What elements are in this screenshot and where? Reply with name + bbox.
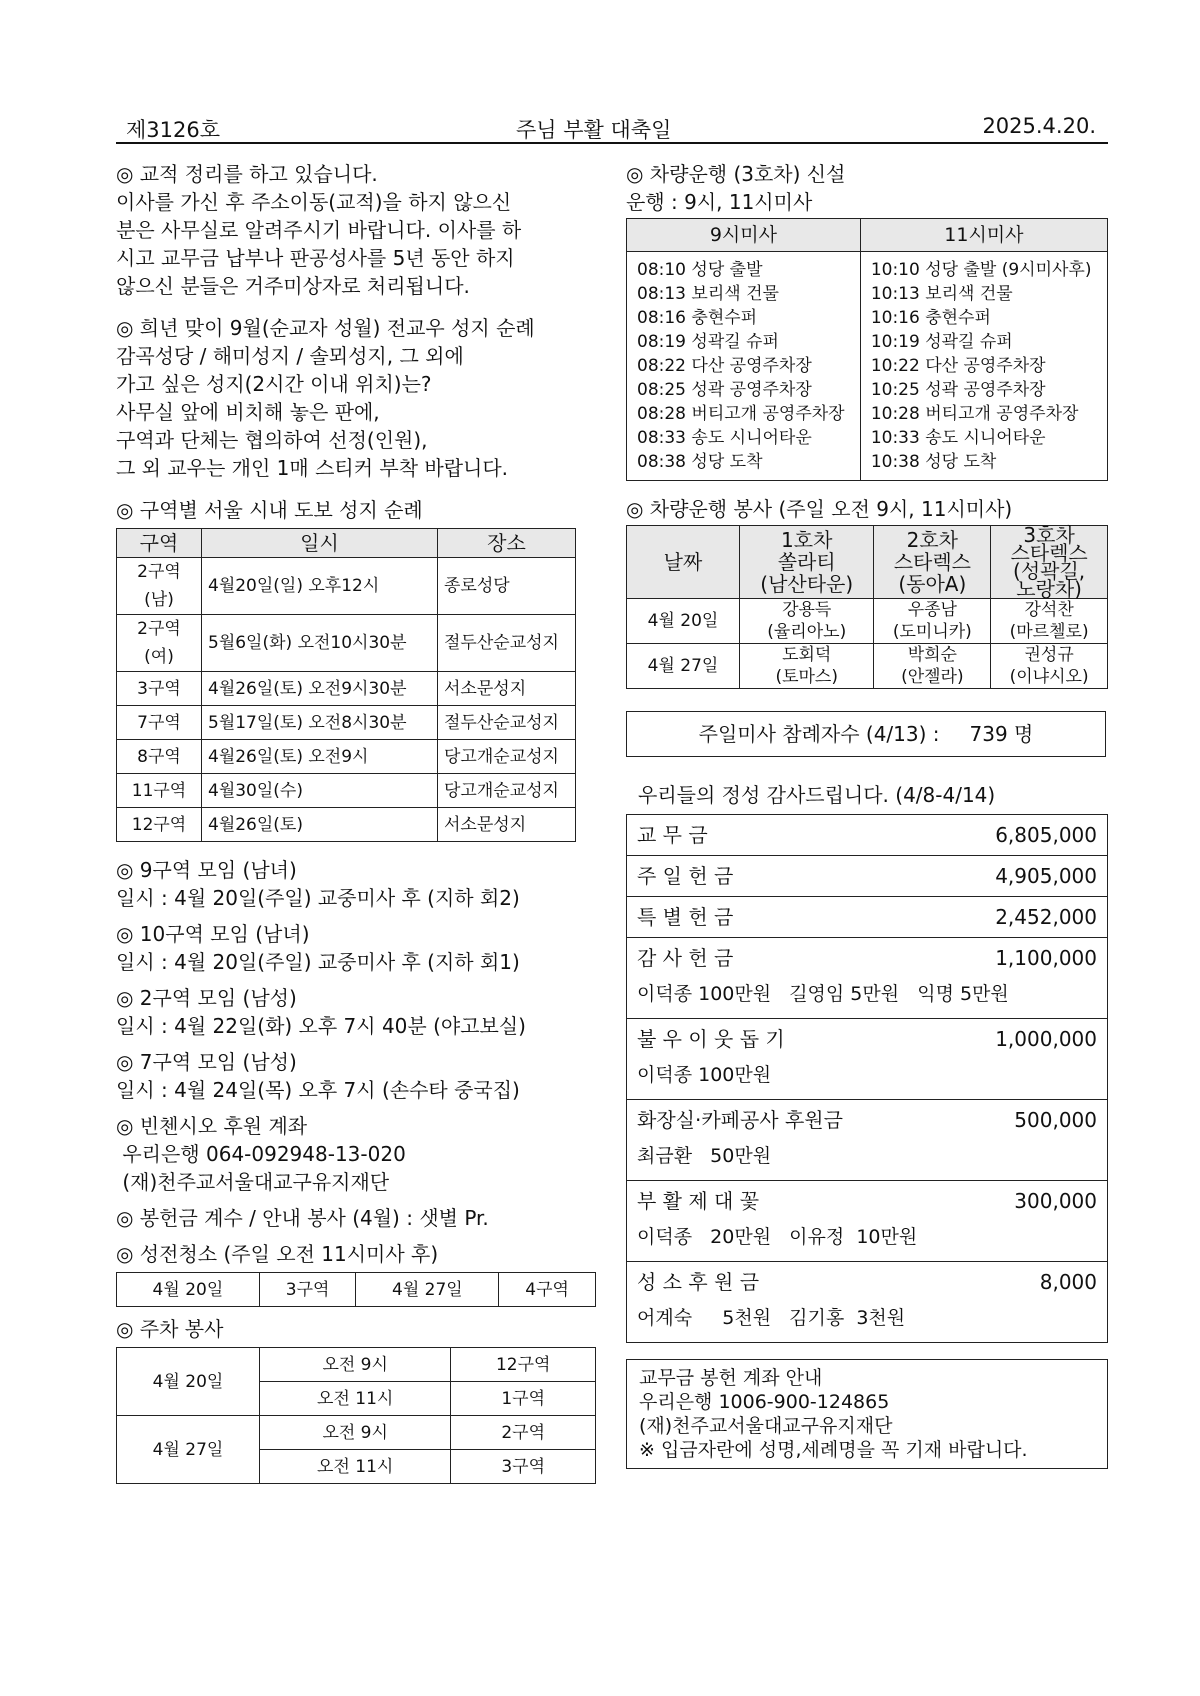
text-line: 이사를 가신 후 주소이동(교적)을 하지 않으신 <box>116 190 512 214</box>
label: (남산타운) <box>760 572 854 596</box>
table-row <box>117 1416 596 1450</box>
label: 3호차 <box>1023 523 1075 547</box>
donation-item <box>627 1181 1107 1262</box>
stop: 08:33 송도 시니어타운 <box>637 428 812 448</box>
table-row <box>117 672 576 706</box>
account-number: 우리은행 1006-900-124865 <box>639 1391 890 1413</box>
cell: 오전 11시 <box>260 1382 451 1416</box>
label: (성곽길, <box>1013 559 1086 583</box>
stop: 10:13 보리색 건물 <box>870 284 1013 304</box>
stop: 10:16 충현수퍼 <box>870 308 991 328</box>
text-line: 우리은행 064-092948-13-020 <box>116 1142 406 1166</box>
text-line: 일시 : 4월 20일(주일) 교중미사 후 (지하 회2) <box>116 886 520 910</box>
stop: 10:38 성당 도착 <box>870 452 997 472</box>
cell: 서소문성지 <box>438 808 576 842</box>
donor-list: 이덕종 20만원 이유정 10만원 <box>637 1226 918 1248</box>
text-line: 가고 싶은 성지(2시간 이내 위치)는? <box>116 372 432 396</box>
donation-table <box>626 814 1108 1343</box>
table-row <box>117 808 576 842</box>
donation-amount: 2,452,000 <box>995 905 1097 929</box>
stop: 08:16 충현수퍼 <box>637 308 758 328</box>
cell: 4월20일(일) 오후12시 <box>202 558 438 615</box>
cell: 4월26일(토) <box>202 808 438 842</box>
donation-amount: 1,100,000 <box>995 946 1097 970</box>
stop: 10:28 버티고개 공영주차장 <box>870 404 1079 424</box>
cell: 오전 9시 <box>260 1348 451 1382</box>
attendance-label: 주일미사 참례자수 (4/13) : <box>698 722 940 746</box>
table-header: 일시 <box>202 529 438 558</box>
stop: 10:19 성곽길 슈퍼 <box>870 332 1013 352</box>
account-note: ※ 입금자란에 성명,세례명을 꼭 기재 바랍니다. <box>639 1439 1028 1461</box>
section-title: ◎ 봉헌금 계수 / 안내 봉사 (4월) : 샛별 Pr. <box>116 1206 489 1230</box>
cell: 종로성당 <box>438 558 576 615</box>
cell: 4월26일(토) 오전9시30분 <box>202 672 438 706</box>
section-title: ◎ 10구역 모임 (남녀) <box>116 922 310 946</box>
table-header <box>874 526 991 599</box>
text-line: 일시 : 4월 20일(주일) 교중미사 후 (지하 회1) <box>116 950 520 974</box>
cleaning-table <box>116 1272 596 1307</box>
cell: 4월 20일 <box>117 1348 260 1416</box>
cell: 5월17일(토) 오전8시30분 <box>202 706 438 740</box>
label: (도미니카) <box>892 622 972 642</box>
cell: 2구역(남) <box>117 558 202 615</box>
section-title: ◎ 성전청소 (주일 오전 11시미사 후) <box>116 1242 439 1266</box>
donation-amount: 8,000 <box>1039 1270 1097 1294</box>
stop: 08:38 성당 도착 <box>637 452 763 472</box>
table-header <box>991 523 1108 601</box>
stop: 10:22 다산 공영주차장 <box>870 356 1046 376</box>
cell: 당고개순교성지 <box>438 740 576 774</box>
cell: 3구역 <box>259 1273 356 1307</box>
table-row <box>117 558 576 615</box>
section-title: ◎ 빈첸시오 후원 계좌 <box>116 1114 308 1138</box>
cell: 오전 11시 <box>260 1450 451 1484</box>
cell <box>740 644 874 689</box>
donation-name: 주 일 헌 금 <box>637 864 734 888</box>
cell: 절두산순교성지 <box>438 706 576 740</box>
donation-amount: 6,805,000 <box>995 823 1097 847</box>
cell: 1구역 <box>451 1382 596 1416</box>
cell: 4월30일(수) <box>202 774 438 808</box>
notice-pilgrimage <box>116 314 606 482</box>
table-row <box>627 252 1108 481</box>
left-column <box>116 160 606 1498</box>
text-line: 일시 : 4월 24일(목) 오후 7시 (손수타 중국집) <box>116 1078 520 1102</box>
label: 노랑차) <box>1016 577 1082 601</box>
donor-list: 최금환 50만원 <box>637 1145 772 1167</box>
label: 강용득 <box>782 600 832 620</box>
table-row <box>627 644 1108 689</box>
donor-list: 이덕종 100만원 <box>637 1064 772 1086</box>
text-line: 않으신 분들은 거주미상자로 처리됩니다. <box>116 274 470 298</box>
notice-registry <box>116 160 606 300</box>
section-title: ◎ 차량운행 봉사 (주일 오전 9시, 11시미사) <box>626 497 1013 521</box>
donation-item <box>627 1100 1107 1181</box>
donation-name: 특 별 헌 금 <box>637 905 734 929</box>
account-title: 교무금 봉헌 계좌 안내 <box>639 1367 823 1389</box>
cell <box>991 644 1108 689</box>
stop: 08:25 성곽 공영주차장 <box>637 380 812 400</box>
text-line: 분은 사무실로 알려주시기 바랍니다. 이사를 하 <box>116 218 522 242</box>
cell: 4월 20일 <box>627 599 740 644</box>
donation-name: 감 사 헌 금 <box>637 946 734 970</box>
stop: 08:28 버티고개 공영주차장 <box>637 404 845 424</box>
stop: 08:22 다산 공영주차장 <box>637 356 812 376</box>
donation-name: 성 소 후 원 금 <box>637 1270 760 1294</box>
cell: 4월 27일 <box>356 1273 499 1307</box>
label: (안젤라) <box>901 667 964 687</box>
cell <box>874 599 991 644</box>
donation-item <box>627 815 1107 856</box>
text-line: 감곡성당 / 해미성지 / 솔뫼성지, 그 외에 <box>116 344 464 368</box>
section-title: ◎ 희년 맞이 9월(순교자 성월) 전교우 성지 순례 <box>116 316 535 340</box>
parking <box>116 1315 606 1484</box>
donation-name: 불 우 이 웃 돕 기 <box>637 1027 785 1051</box>
cell: 3구역 <box>117 672 202 706</box>
text-line: 시고 교무금 납부나 판공성사를 5년 동안 하지 <box>116 246 515 270</box>
label: 권성규 <box>1024 645 1074 665</box>
donation-amount: 300,000 <box>1014 1189 1097 1213</box>
cell: 8구역 <box>117 740 202 774</box>
offering-service <box>116 1204 606 1232</box>
text-line: 그 외 교우는 개인 1매 스티커 부착 바랍니다. <box>116 456 509 480</box>
account-box <box>626 1359 1108 1469</box>
donor-list: 어계숙 5천원 김기홍 3천원 <box>637 1307 906 1329</box>
donation-name: 부 활 제 대 꽃 <box>637 1189 760 1213</box>
thanks-title: 우리들의 정성 감사드립니다. (4/8-4/14) <box>638 783 996 807</box>
driver-table <box>626 525 1108 689</box>
label: 스타렉스 <box>893 550 971 574</box>
label: (이냐시오) <box>1009 667 1089 687</box>
cell: 2구역 <box>451 1416 596 1450</box>
donation-amount: 1,000,000 <box>995 1027 1097 1051</box>
cell <box>991 599 1108 644</box>
text-line: 사무실 앞에 비치해 놓은 판에, <box>116 400 380 424</box>
issue-date: 2025.4.20. <box>982 114 1096 138</box>
cell: 7구역 <box>117 706 202 740</box>
stop: 08:19 성곽길 슈퍼 <box>637 332 779 352</box>
bus-column-11 <box>860 252 1107 481</box>
cell: 절두산순교성지 <box>438 615 576 672</box>
pilgrimage-table <box>116 528 576 842</box>
donation-name: 화장실·카페공사 후원금 <box>637 1108 843 1132</box>
donation-item <box>627 897 1107 938</box>
label: 1호차 <box>781 528 833 552</box>
section-title: ◎ 7구역 모임 (남성) <box>116 1050 297 1074</box>
stop: 10:25 성곽 공영주차장 <box>870 380 1046 400</box>
donation-amount: 4,905,000 <box>995 864 1097 888</box>
label: 강석찬 <box>1024 600 1074 620</box>
cell: 당고개순교성지 <box>438 774 576 808</box>
cell: 서소문성지 <box>438 672 576 706</box>
stop: 08:10 성당 출발 <box>637 260 763 280</box>
cell: 4월26일(토) 오전9시 <box>202 740 438 774</box>
label: (율리아노) <box>767 622 847 642</box>
section-title: ◎ 9구역 모임 (남녀) <box>116 858 297 882</box>
cell: 4월 27일 <box>627 644 740 689</box>
right-column <box>626 160 1114 1469</box>
cell: 4구역 <box>499 1273 596 1307</box>
cell <box>740 599 874 644</box>
text-line: 구역과 단체는 협의하여 선정(인원), <box>116 428 428 452</box>
cell: 3구역 <box>451 1450 596 1484</box>
section-title: ◎ 2구역 모임 (남성) <box>116 986 297 1010</box>
text-line: 운행 : 9시, 11시미사 <box>626 190 813 214</box>
table-header: 9시미사 <box>627 219 861 252</box>
cell: 4월 27일 <box>117 1416 260 1484</box>
cleaning <box>116 1240 606 1307</box>
table-row <box>117 615 576 672</box>
table-row <box>117 706 576 740</box>
label: 우종남 <box>907 600 957 620</box>
bus-schedule <box>626 160 1114 481</box>
meeting-9 <box>116 856 606 912</box>
vincent-account <box>116 1112 606 1196</box>
stop: 10:33 송도 시니어타운 <box>870 428 1046 448</box>
label: 쏠라티 <box>777 550 836 574</box>
donation-item <box>627 938 1107 1019</box>
donation-item <box>627 1019 1107 1100</box>
bus-table <box>626 218 1108 481</box>
donation-item <box>627 1262 1107 1342</box>
attendance-count: 739 명 <box>969 722 1034 746</box>
section-title: ◎ 교적 정리를 하고 있습니다. <box>116 162 378 186</box>
attendance-box <box>626 711 1106 757</box>
notice-walking-pilgrimage <box>116 496 606 842</box>
label: 스타렉스 <box>1010 541 1088 565</box>
cell: 12구역 <box>451 1348 596 1382</box>
stop: 08:13 보리색 건물 <box>637 284 779 304</box>
cell: 11구역 <box>117 774 202 808</box>
cell: 2구역(여) <box>117 615 202 672</box>
label: 도회덕 <box>782 645 832 665</box>
table-header: 장소 <box>438 529 576 558</box>
section-title: ◎ 구역별 서울 시내 도보 성지 순례 <box>116 498 423 522</box>
cell: 4월 20일 <box>117 1273 260 1307</box>
table-row <box>117 740 576 774</box>
table-row <box>627 599 1108 644</box>
meeting-10 <box>116 920 606 976</box>
donation-item <box>627 856 1107 897</box>
table-header: 날짜 <box>627 526 740 599</box>
label: 박희순 <box>907 645 957 665</box>
label: (동아A) <box>898 572 967 596</box>
issue-number: 제3126호 <box>126 118 221 142</box>
table-row <box>117 1348 596 1382</box>
section-title: ◎ 차량운행 (3호차) 신설 <box>626 162 846 186</box>
meeting-7 <box>116 1048 606 1104</box>
label: 2호차 <box>906 528 959 552</box>
donation-amount: 500,000 <box>1014 1108 1097 1132</box>
cell: 5월6일(화) 오전10시30분 <box>202 615 438 672</box>
cell: 12구역 <box>117 808 202 842</box>
page-title: 주님 부활 대축일 <box>516 118 672 142</box>
text-line: 일시 : 4월 22일(화) 오후 7시 40분 (야고보실) <box>116 1014 526 1038</box>
parking-table <box>116 1347 596 1484</box>
table-row <box>117 1273 596 1307</box>
driver-volunteers <box>626 495 1114 689</box>
cell: 오전 9시 <box>260 1416 451 1450</box>
cell <box>874 644 991 689</box>
donation-name: 교 무 금 <box>637 823 708 847</box>
table-header: 구역 <box>117 529 202 558</box>
page-header <box>116 112 1108 144</box>
donor-list: 이덕종 100만원 길영임 5만원 익명 5만원 <box>637 983 1009 1005</box>
section-title: ◎ 주차 봉사 <box>116 1317 224 1341</box>
table-header <box>740 526 874 599</box>
bus-column-9 <box>627 252 861 481</box>
meeting-2 <box>116 984 606 1040</box>
text-line: (재)천주교서울대교구유지재단 <box>116 1170 390 1194</box>
label: (마르첼로) <box>1009 622 1089 642</box>
stop: 10:10 성당 출발 (9시미사후) <box>870 260 1092 280</box>
account-holder: (재)천주교서울대교구유지재단 <box>639 1415 893 1437</box>
table-row <box>117 774 576 808</box>
label: (토마스) <box>775 667 838 687</box>
table-header: 11시미사 <box>860 219 1107 252</box>
